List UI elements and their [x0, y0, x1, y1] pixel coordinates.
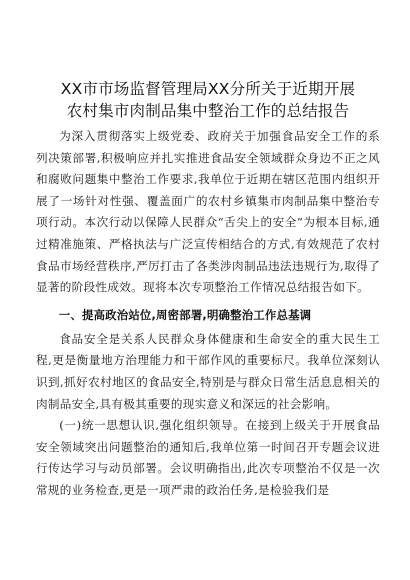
- section-1-subsection-1: (一)统一思想认识,强化组织领导。在接到上级关于开展食品安全领域突出问题整治的通知后,我单位第一时间召开专题会议进行传达学习与动员部署。会议明确指出,此次专项整治不仅是一次常规的业务检查,更是一项严肃的政治任务,是检验我们是: [36, 418, 380, 497]
- document-body: [36, 126, 380, 502]
- document-title: [36, 78, 380, 122]
- intro-paragraph: 为深入贯彻落实上级党委、政府关于加强食品安全工作的系列决策部署,积极响应并扎实推进食品安全领域群众身边不正之风和腐败问题集中整治工作要求,我单位于近期在辖区范围内组织开展了一场针对性强、覆盖面广的农村乡镇集市肉制品集中整治专项行动。本次行动以保障人民群众“舌尖上的安全”为根本目标,通过精准施策、严格执法与广泛宣传相结合的方式,有效规范了农村食品市场经营秩序,严厉打击了各类涉肉制品违法违规行为,取得了显著的阶段性成效。现将本次专项整治工作情况总结报告如下。: [36, 129, 380, 295]
- document-title-line-1: XX市市场监督管理局XX分所关于近期开展: [60, 80, 356, 98]
- document-title-line-2: 农村集市肉制品集中整治工作的总结报告: [66, 102, 350, 120]
- section-1-paragraph: 食品安全是关系人民群众身体健康和生命安全的重大民生工程,更是衡量地方治理能力和干部作风的重要标尺。我单位深刻认识到,抓好农村地区的食品安全,特别是与群众日常生活息息相关的肉制品安全,具有极其重要的现实意义和深远的社会影响。: [36, 331, 380, 411]
- section-heading-1: 一、提高政治站位,周密部署,明确整治工作总基调: [58, 307, 312, 322]
